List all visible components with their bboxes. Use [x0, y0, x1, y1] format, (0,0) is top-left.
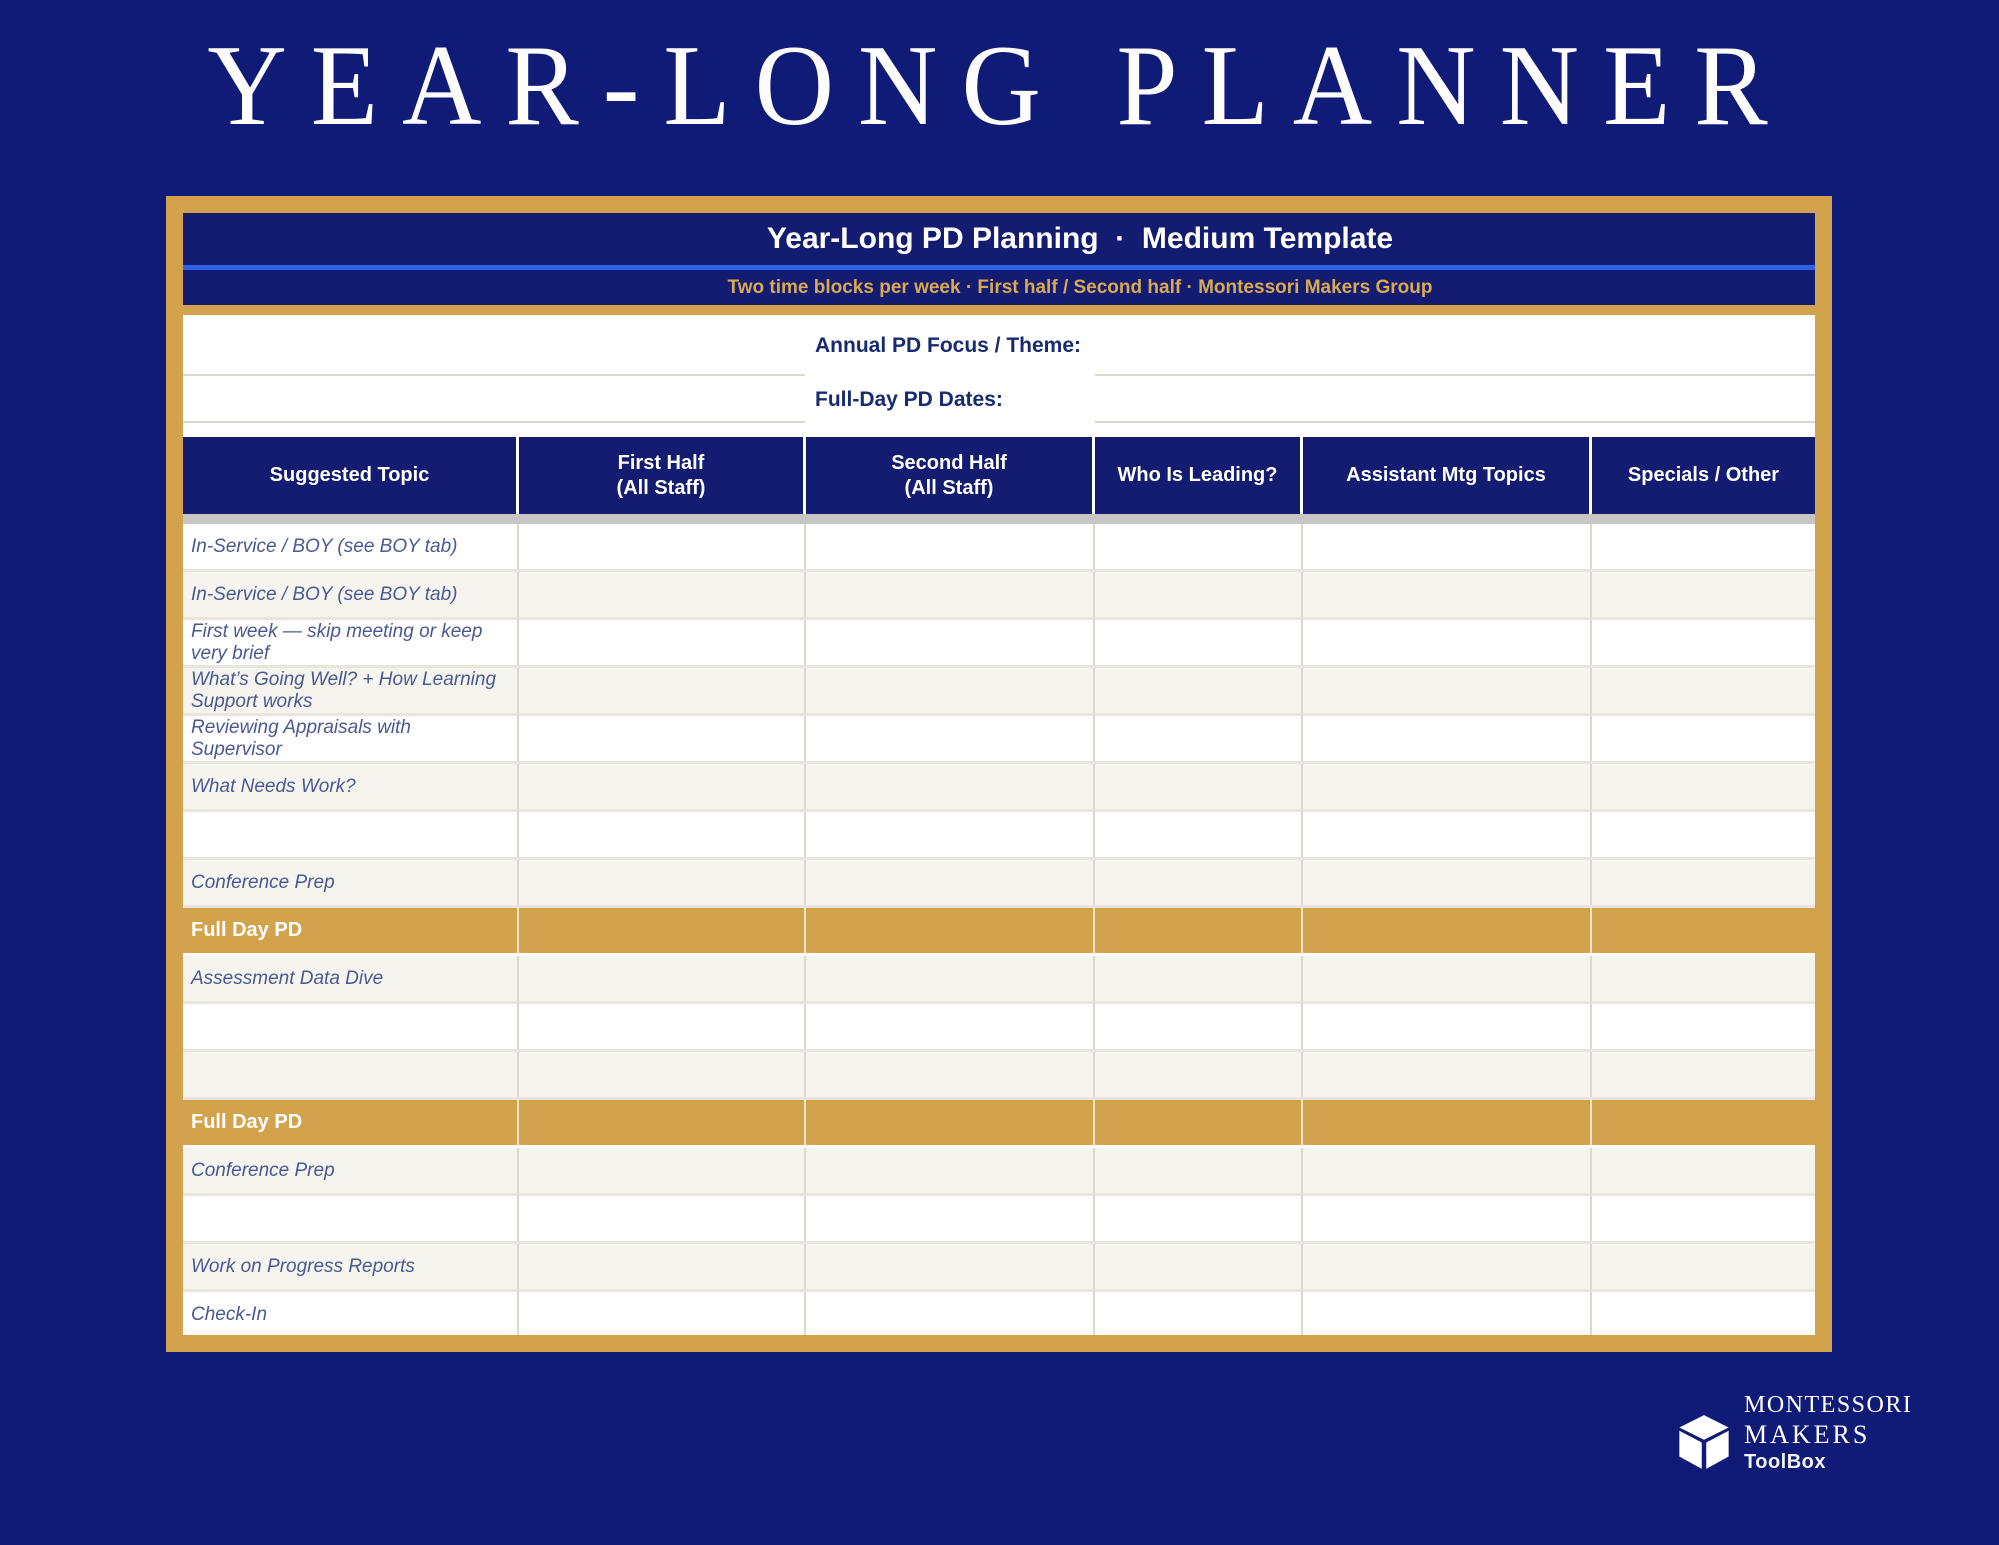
cell-second-half[interactable] — [806, 1148, 1095, 1193]
topic-text: Work on Progress Reports — [191, 1255, 415, 1277]
annual-focus-row — [183, 315, 1815, 376]
cell-who-is-leading[interactable] — [1095, 1100, 1303, 1145]
topic-text: What Needs Work? — [191, 775, 356, 797]
cell-assistant-mtg-topics[interactable] — [1303, 1196, 1592, 1241]
cell-suggested-topic[interactable] — [183, 1196, 519, 1241]
column-header-suggested-topic — [183, 437, 519, 514]
table-header-row — [183, 437, 1815, 514]
cell-first-half[interactable] — [519, 524, 806, 569]
table-row — [183, 956, 1815, 1004]
cell-second-half[interactable] — [806, 908, 1095, 953]
brand-name-toolbox: ToolBox — [1744, 1451, 1827, 1474]
cell-specials-other[interactable] — [1592, 620, 1815, 665]
column-label: Specials / Other — [1627, 464, 1780, 486]
pd-dates-row — [183, 376, 1815, 423]
cell-who-is-leading[interactable] — [1095, 812, 1303, 857]
cell-first-half[interactable] — [519, 1100, 806, 1145]
sheet-subtitle: Two time blocks per week · First half / Second half · Montessori Makers Group — [727, 276, 1433, 298]
cell-suggested-topic[interactable] — [183, 716, 519, 761]
cell-who-is-leading[interactable] — [1095, 524, 1303, 569]
cell-assistant-mtg-topics[interactable] — [1303, 668, 1592, 713]
cell-second-half[interactable] — [806, 1244, 1095, 1289]
cell-assistant-mtg-topics[interactable] — [1303, 1004, 1592, 1049]
cell-assistant-mtg-topics[interactable] — [1303, 956, 1592, 1001]
cell-who-is-leading[interactable] — [1095, 908, 1303, 953]
cell-suggested-topic[interactable] — [183, 620, 519, 665]
cell-second-half[interactable] — [806, 764, 1095, 809]
cell-first-half[interactable] — [519, 956, 806, 1001]
cell-who-is-leading[interactable] — [1095, 1292, 1303, 1335]
cell-second-half[interactable] — [806, 1196, 1095, 1241]
cell-first-half[interactable] — [519, 572, 806, 617]
grid-line — [183, 421, 805, 423]
table-row — [183, 716, 1815, 764]
cell-suggested-topic[interactable] — [183, 1244, 519, 1289]
cell-first-half[interactable] — [519, 860, 806, 905]
column-header-first-half — [519, 437, 806, 514]
cell-specials-other[interactable] — [1592, 716, 1815, 761]
cell-second-half[interactable] — [806, 1052, 1095, 1097]
cell-who-is-leading[interactable] — [1095, 956, 1303, 1001]
section-row-full-day-pd — [183, 908, 1815, 956]
cell-assistant-mtg-topics[interactable] — [1303, 1052, 1592, 1097]
table-row — [183, 1244, 1815, 1292]
focus-section — [183, 315, 1815, 437]
column-label: Who Is Leading? — [1117, 464, 1278, 486]
cell-first-half[interactable] — [519, 908, 806, 953]
section-row-full-day-pd — [183, 1100, 1815, 1148]
cell-suggested-topic[interactable] — [183, 572, 519, 617]
cell-first-half[interactable] — [519, 620, 806, 665]
cell-first-half[interactable] — [519, 1148, 806, 1193]
cell-who-is-leading[interactable] — [1095, 668, 1303, 713]
cell-specials-other[interactable] — [1592, 956, 1815, 1001]
cell-second-half[interactable] — [806, 620, 1095, 665]
cell-second-half[interactable] — [806, 716, 1095, 761]
cell-assistant-mtg-topics[interactable] — [1303, 908, 1592, 953]
annual-focus-value-cell[interactable] — [1095, 315, 1815, 374]
brand-name-makers: MAKERS — [1744, 1419, 1871, 1449]
cell-who-is-leading[interactable] — [1095, 1196, 1303, 1241]
brand-logo — [1676, 1392, 1912, 1476]
table-row — [183, 668, 1815, 716]
cell-suggested-topic[interactable] — [183, 908, 519, 953]
cell-first-half[interactable] — [519, 764, 806, 809]
sheet-header-band — [183, 213, 1815, 305]
cell-second-half[interactable] — [806, 860, 1095, 905]
column-header-assistant-mtg-topics — [1303, 437, 1592, 514]
cell-first-half[interactable] — [519, 668, 806, 713]
cell-assistant-mtg-topics[interactable] — [1303, 1100, 1592, 1145]
planner-rows — [183, 524, 1815, 1335]
table-row — [183, 1196, 1815, 1244]
cell-assistant-mtg-topics[interactable] — [1303, 1148, 1592, 1193]
table-row — [183, 812, 1815, 860]
cell-suggested-topic[interactable] — [183, 1100, 519, 1145]
topic-text: In-Service / BOY (see BOY tab) — [191, 535, 458, 557]
annual-focus-label: Annual PD Focus / Theme: — [815, 333, 1082, 357]
cell-suggested-topic[interactable] — [183, 764, 519, 809]
cell-assistant-mtg-topics[interactable] — [1303, 764, 1592, 809]
cell-first-half[interactable] — [519, 1244, 806, 1289]
cell-assistant-mtg-topics[interactable] — [1303, 572, 1592, 617]
cell-who-is-leading[interactable] — [1095, 1244, 1303, 1289]
cell-specials-other[interactable] — [1592, 860, 1815, 905]
column-label: First Half — [617, 451, 705, 474]
table-row — [183, 1292, 1815, 1335]
table-row — [183, 764, 1815, 812]
cell-specials-other[interactable] — [1592, 1148, 1815, 1193]
column-header-specials-other — [1592, 437, 1815, 514]
cell-assistant-mtg-topics[interactable] — [1303, 1244, 1592, 1289]
cell-first-half[interactable] — [519, 1004, 806, 1049]
cell-suggested-topic[interactable] — [183, 1004, 519, 1049]
cell-assistant-mtg-topics[interactable] — [1303, 860, 1592, 905]
cell-specials-other[interactable] — [1592, 764, 1815, 809]
cell-specials-other[interactable] — [1592, 812, 1815, 857]
cell-suggested-topic[interactable] — [183, 812, 519, 857]
topic-text: What’s Going Well? + How Learning Support works — [191, 668, 497, 712]
cell-who-is-leading[interactable] — [1095, 764, 1303, 809]
cell-assistant-mtg-topics[interactable] — [1303, 1292, 1592, 1335]
sheet-title: Year-Long PD Planning · Medium Template — [766, 222, 1394, 255]
cell-first-half[interactable] — [519, 1292, 806, 1335]
column-sublabel: (All Staff) — [904, 476, 994, 499]
table-row — [183, 1004, 1815, 1052]
cell-suggested-topic[interactable] — [183, 668, 519, 713]
cell-second-half[interactable] — [806, 956, 1095, 1001]
cell-specials-other[interactable] — [1592, 1292, 1815, 1335]
cell-specials-other[interactable] — [1592, 1244, 1815, 1289]
column-sublabel: (All Staff) — [616, 476, 706, 499]
cell-second-half[interactable] — [806, 1100, 1095, 1145]
cell-who-is-leading[interactable] — [1095, 1148, 1303, 1193]
page-title: YEAR-LONG PLANNER — [207, 20, 1792, 150]
column-label: Suggested Topic — [269, 464, 430, 486]
cell-second-half[interactable] — [806, 1004, 1095, 1049]
cell-assistant-mtg-topics[interactable] — [1303, 620, 1592, 665]
frozen-row-shadow — [183, 514, 1815, 524]
cell-first-half[interactable] — [519, 716, 806, 761]
topic-text: Full Day PD — [191, 919, 303, 941]
cell-who-is-leading[interactable] — [1095, 1052, 1303, 1097]
cell-second-half[interactable] — [806, 1292, 1095, 1335]
cell-first-half[interactable] — [519, 812, 806, 857]
cell-suggested-topic[interactable] — [183, 1148, 519, 1193]
cell-who-is-leading[interactable] — [1095, 572, 1303, 617]
cell-second-half[interactable] — [806, 524, 1095, 569]
planner-frame — [166, 196, 1832, 1352]
planner-sheet — [183, 213, 1815, 1335]
cell-specials-other[interactable] — [1592, 1100, 1815, 1145]
cell-specials-other[interactable] — [1592, 1052, 1815, 1097]
cell-first-half[interactable] — [519, 1196, 806, 1241]
topic-text: Conference Prep — [191, 871, 335, 893]
cell-assistant-mtg-topics[interactable] — [1303, 716, 1592, 761]
column-header-who-is-leading — [1095, 437, 1303, 514]
cell-suggested-topic[interactable] — [183, 956, 519, 1001]
table-row — [183, 620, 1815, 668]
cell-second-half[interactable] — [806, 812, 1095, 857]
cell-second-half[interactable] — [806, 572, 1095, 617]
cell-second-half[interactable] — [806, 668, 1095, 713]
topic-text: Assessment Data Dive — [191, 967, 384, 989]
topic-text: First week — skip meeting or keep very brief — [191, 620, 483, 664]
column-header-second-half — [806, 437, 1095, 514]
column-label: Second Half — [891, 451, 1007, 474]
topic-text: Check-In — [191, 1303, 268, 1325]
topic-text: In-Service / BOY (see BOY tab) — [191, 583, 458, 605]
cell-assistant-mtg-topics[interactable] — [1303, 812, 1592, 857]
column-label: Assistant Mtg Topics — [1346, 464, 1546, 486]
table-row — [183, 572, 1815, 620]
table-row — [183, 1052, 1815, 1100]
cell-assistant-mtg-topics[interactable] — [1303, 524, 1592, 569]
brand-logo-text — [1744, 1392, 1912, 1476]
brand-name-montessori: MONTESSORI — [1744, 1392, 1913, 1418]
cell-specials-other[interactable] — [1592, 524, 1815, 569]
cell-specials-other[interactable] — [1592, 908, 1815, 953]
table-row — [183, 860, 1815, 908]
cube-icon — [1676, 1412, 1732, 1472]
cell-specials-other[interactable] — [1592, 668, 1815, 713]
topic-text: Reviewing Appraisals with Supervisor — [191, 716, 412, 760]
cell-suggested-topic[interactable] — [183, 1052, 519, 1097]
cell-who-is-leading[interactable] — [1095, 620, 1303, 665]
cell-suggested-topic[interactable] — [183, 860, 519, 905]
topic-text: Full Day PD — [191, 1111, 303, 1133]
cell-suggested-topic[interactable] — [183, 1292, 519, 1335]
cell-suggested-topic[interactable] — [183, 524, 519, 569]
table-row — [183, 524, 1815, 572]
cell-who-is-leading[interactable] — [1095, 716, 1303, 761]
cell-first-half[interactable] — [519, 1052, 806, 1097]
cell-specials-other[interactable] — [1592, 1004, 1815, 1049]
cell-specials-other[interactable] — [1592, 1196, 1815, 1241]
cell-specials-other[interactable] — [1592, 572, 1815, 617]
grid-line — [1095, 421, 1815, 423]
topic-text: Conference Prep — [191, 1159, 335, 1181]
cell-who-is-leading[interactable] — [1095, 860, 1303, 905]
pd-dates-label: Full-Day PD Dates: — [815, 387, 1003, 411]
pd-dates-value-cell[interactable] — [1095, 376, 1815, 421]
table-row — [183, 1148, 1815, 1196]
cell-who-is-leading[interactable] — [1095, 1004, 1303, 1049]
